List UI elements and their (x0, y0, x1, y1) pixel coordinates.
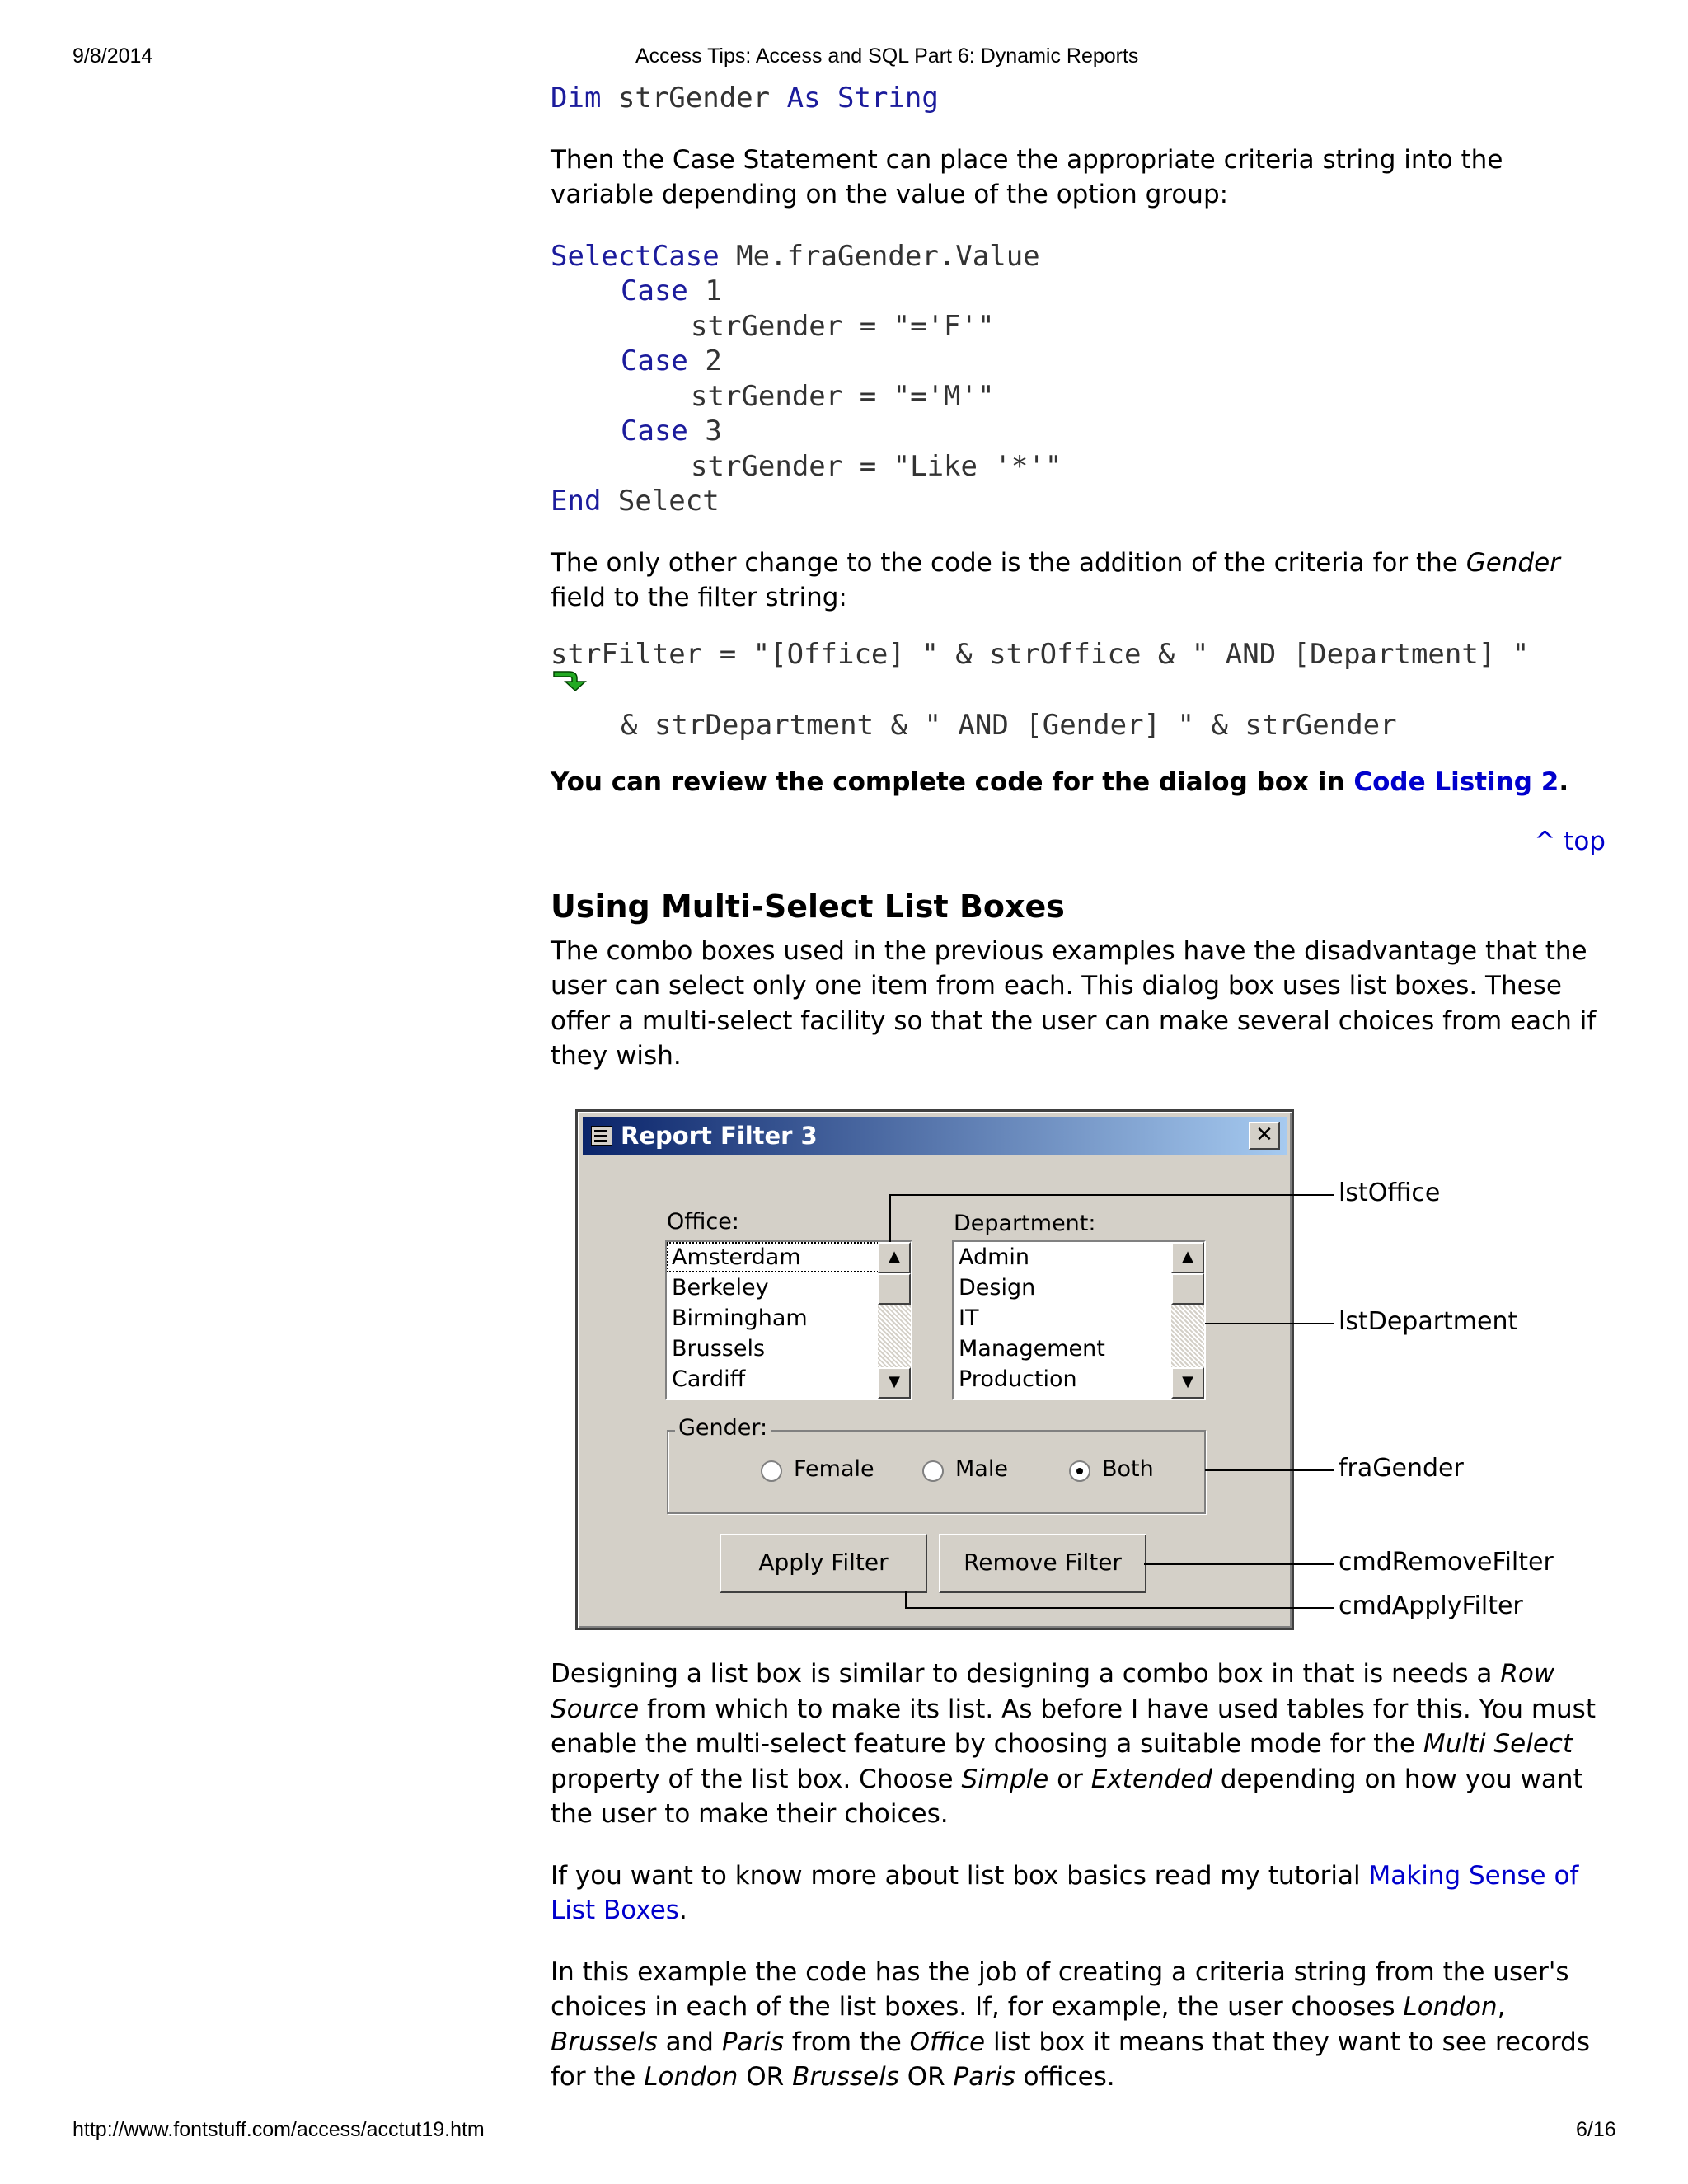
keyword: As (786, 82, 821, 115)
list-item[interactable]: IT (959, 1305, 979, 1331)
scroll-up-icon[interactable]: ▲ (878, 1242, 911, 1273)
text: OR (738, 2062, 793, 2092)
italic-text: Row Source (551, 1659, 1555, 1724)
scroll-down-icon[interactable]: ▼ (1171, 1367, 1204, 1399)
paragraph (551, 1955, 1614, 2095)
department-label: Department: (954, 1211, 1096, 1236)
callout-line (905, 1591, 907, 1607)
text: from which to make its list. As before I have used tables for this. You must enable the multi-select feature by choosing a suitable mode for the (551, 1694, 1596, 1759)
list-item[interactable]: Production (959, 1366, 1077, 1392)
office-label: Office: (667, 1209, 739, 1235)
code-text: Me.fraGender.Value (719, 239, 1040, 273)
article-continued (551, 1657, 1614, 2095)
text: , (1497, 1992, 1506, 2022)
keyword: Case (621, 274, 688, 307)
italic-text: Office (909, 2027, 986, 2057)
dialog-titlebar (583, 1117, 1287, 1155)
text: . (1559, 766, 1569, 797)
paragraph (551, 765, 1614, 800)
close-button[interactable]: ✕ (1249, 1122, 1280, 1150)
print-title: Access Tips: Access and SQL Part 6: Dynamic Reports (635, 45, 1139, 68)
print-date: 9/8/2014 (73, 45, 153, 68)
code-dim-statement (551, 81, 1614, 116)
italic-text: London (1403, 1992, 1498, 2022)
report-filter-dialog-figure (575, 1109, 1573, 1637)
code-text: 3 (687, 415, 722, 448)
paragraph (551, 1858, 1614, 1929)
paragraph (551, 546, 1614, 616)
paragraph: The combo boxes used in the previous examples have the disadvantage that the user can select only one item from each. This dialog box uses list boxes. These offer a multi-select facility so that the user can make several choices from each if they wish. (551, 935, 1597, 1071)
italic-text: London (644, 2062, 738, 2092)
list-item[interactable]: Admin (959, 1244, 1030, 1270)
back-to-top-link[interactable]: ^ top (1534, 827, 1606, 856)
callout-lstoffice: lstOffice (1339, 1179, 1441, 1207)
keyword: Case (621, 415, 688, 448)
list-item[interactable]: Berkeley (672, 1275, 769, 1301)
code-text: strGender = "='F'" (691, 309, 995, 343)
department-listbox[interactable] (952, 1240, 1206, 1400)
keyword: Dim (551, 82, 602, 115)
form-icon (591, 1126, 612, 1146)
code-filter-string (551, 637, 1614, 743)
list-item[interactable]: Management (959, 1336, 1105, 1361)
gender-label: Gender: (675, 1415, 771, 1441)
continuation-row (551, 672, 1614, 696)
text: and (657, 2027, 722, 2057)
list-item[interactable]: Amsterdam (667, 1242, 911, 1272)
italic-text: Gender (1465, 547, 1560, 578)
italic-text: Brussels (792, 2062, 899, 2092)
text: If you want to know more about list box basics read my tutorial (551, 1860, 1369, 1891)
code-select-case (551, 239, 1614, 519)
apply-filter-button[interactable]: Apply Filter (720, 1534, 927, 1593)
callout-line (1144, 1563, 1334, 1565)
radio-male-label[interactable]: Male (955, 1456, 1008, 1482)
paragraph: Then the Case Statement can place the appropriate criteria string into the variable depending on the value of the option group: (551, 144, 1503, 209)
text: The only other change to the code is the addition of the criteria for the (551, 547, 1466, 578)
text: property of the list box. Choose (551, 1764, 962, 1794)
keyword: SelectCase (551, 239, 720, 273)
paragraph (551, 1657, 1614, 1832)
list-item[interactable]: Brussels (672, 1336, 766, 1361)
scroll-down-icon[interactable]: ▼ (878, 1367, 911, 1399)
scrollbar[interactable] (878, 1242, 911, 1399)
italic-text: Extended (1090, 1764, 1212, 1794)
text: OR (898, 2062, 954, 2092)
text: offices. (1015, 2062, 1115, 2092)
text: or (1048, 1764, 1091, 1794)
scroll-up-icon[interactable]: ▲ (1171, 1242, 1204, 1273)
list-item[interactable]: Birmingham (672, 1305, 808, 1331)
code-text: strGender (601, 82, 787, 115)
line-continuation-arrow-icon (552, 667, 590, 691)
radio-female-label[interactable]: Female (794, 1456, 874, 1482)
keyword: String (837, 82, 939, 115)
section-heading: Using Multi-Select List Boxes (551, 888, 1065, 925)
list-item[interactable]: Cardiff (672, 1366, 746, 1392)
text: list box it means that they want to see records for the (551, 2027, 1590, 2092)
code-text: strGender = "='M'" (691, 379, 995, 413)
scroll-thumb[interactable] (1171, 1273, 1204, 1305)
callout-line (1205, 1323, 1334, 1324)
radio-both[interactable] (1069, 1460, 1090, 1482)
text: You can review the complete code for the dialog box in (551, 766, 1354, 797)
italic-text: Multi Select (1423, 1729, 1573, 1759)
list-boxes-tutorial-link[interactable]: Making Sense of List Boxes (551, 1860, 1579, 1925)
remove-filter-button[interactable]: Remove Filter (939, 1534, 1146, 1593)
radio-female[interactable] (761, 1460, 782, 1482)
code-text: strFilter = "[Office] " & strOffice & " AND [Department] " (551, 637, 1530, 671)
callout-fragender: fraGender (1339, 1454, 1464, 1483)
top-link-row (551, 824, 1614, 860)
italic-text: Paris (953, 2062, 1015, 2092)
radio-both-label[interactable]: Both (1102, 1456, 1154, 1482)
dialog-title: Report Filter 3 (621, 1122, 818, 1150)
scroll-thumb[interactable] (878, 1273, 911, 1305)
code-text: strGender = "Like '*'" (691, 449, 1062, 483)
list-item[interactable]: Design (959, 1275, 1036, 1301)
text: depending on how you want the user to make their choices. (551, 1764, 1583, 1829)
italic-text: Paris (721, 2027, 785, 2057)
print-url: http://www.fontstuff.com/access/acctut19.htm (73, 2118, 485, 2141)
text: Designing a list box is similar to designing a combo box in that is needs a (551, 1659, 1501, 1689)
code-text: & strDepartment & " AND [Gender] " & strGender (621, 709, 1397, 742)
print-page-number: 6/16 (1576, 2118, 1616, 2141)
italic-text: Brussels (551, 2027, 658, 2057)
code-listing-link[interactable]: Code Listing 2 (1353, 766, 1559, 797)
office-listbox[interactable] (665, 1240, 912, 1400)
callout-lstdepartment: lstDepartment (1339, 1307, 1518, 1336)
scrollbar[interactable] (1171, 1242, 1204, 1399)
article (551, 81, 1614, 1074)
radio-male[interactable] (922, 1460, 944, 1482)
italic-text: Simple (961, 1764, 1049, 1794)
code-text: 2 (687, 344, 722, 377)
text: field to the filter string: (551, 583, 847, 612)
text: from the (784, 2027, 910, 2057)
callout-cmdremovefilter: cmdRemoveFilter (1339, 1548, 1554, 1577)
keyword: Case (621, 344, 688, 377)
code-text: Select (601, 485, 720, 518)
callout-line (889, 1194, 891, 1242)
dialog-window (575, 1109, 1294, 1630)
callout-line (905, 1607, 1334, 1609)
callout-cmdapplyfilter: cmdApplyFilter (1339, 1591, 1523, 1620)
text: . (678, 1896, 687, 1925)
code-text: 1 (687, 274, 722, 307)
callout-line (889, 1194, 1334, 1196)
keyword: End (551, 485, 602, 518)
callout-line (1205, 1469, 1334, 1471)
text: In this example the code has the job of creating a criteria string from the user's choices in each of the list boxes. If, for example, the user chooses (551, 1957, 1569, 2022)
